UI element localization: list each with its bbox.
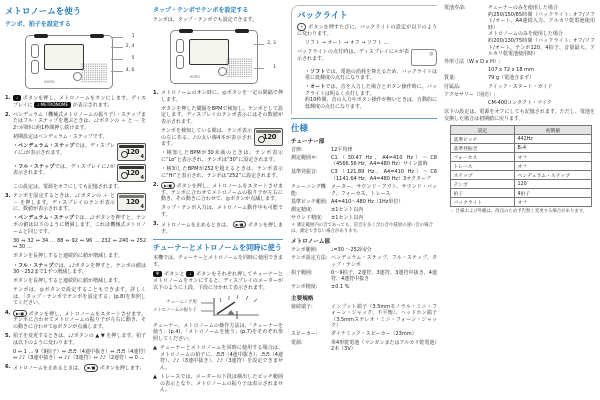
device-brand-label: KORG bbox=[190, 75, 201, 80]
spec-label: チューニング機能: bbox=[291, 184, 326, 197]
bullet-head: ・ペンデュラム・ステップ bbox=[13, 215, 75, 222]
spec-label: テンポ範囲: bbox=[291, 246, 318, 253]
step-3 bbox=[5, 193, 146, 213]
spec-head-metronome: メトロノーム部 bbox=[291, 239, 330, 246]
spec-row bbox=[291, 184, 437, 197]
default-settings-table bbox=[450, 125, 592, 207]
table-cell: オフ bbox=[515, 162, 592, 171]
spec-row-option-value bbox=[444, 100, 595, 107]
table-header-default: 初期値 bbox=[515, 126, 592, 135]
spec-label: テンポ精度: bbox=[291, 284, 318, 291]
device-screen bbox=[44, 44, 84, 70]
step-text: メトロノームを止めるときは、 bbox=[161, 222, 231, 229]
spec-label: 拍子範囲: bbox=[291, 269, 313, 276]
play-stop-button-icon: ▶/■ bbox=[233, 221, 247, 229]
step-1 bbox=[5, 95, 146, 109]
meter-diagram bbox=[153, 294, 283, 320]
dual-intro: 本機では、チューナーとメトロノームを同時に使用できます。 bbox=[153, 255, 283, 268]
bullet-head: ・フル・ステップ bbox=[13, 262, 54, 269]
spec-value: ペンデュラム・ステップ、フル・ステップ、タップ・テンポ bbox=[331, 255, 437, 268]
spec-row bbox=[291, 255, 437, 268]
lcd-display-tempo bbox=[117, 193, 146, 211]
table-cell: 120 bbox=[515, 180, 592, 189]
metronome-button-icon: ♩ bbox=[186, 271, 194, 277]
step-text: メトロノームを止めるときは、 bbox=[13, 365, 83, 372]
column-metronome bbox=[5, 5, 146, 375]
device-side-button-1 bbox=[176, 39, 184, 53]
spec-row bbox=[291, 207, 437, 214]
section-title-dual-use: チューナーとメトロノームを同時に使う bbox=[153, 243, 282, 253]
spec-row bbox=[291, 247, 437, 254]
section-divider bbox=[153, 239, 283, 240]
bullet-head: ・ペンデュラム・ステップ bbox=[13, 143, 75, 150]
callout-4-6: 4, 6 bbox=[125, 68, 135, 73]
sun-icon: ☼ bbox=[428, 51, 434, 59]
spec-value: A4=410～480 Hz（1Hz単位） bbox=[331, 198, 404, 205]
spec-row-dimensions-value bbox=[444, 67, 595, 74]
table-cell: 442Hz bbox=[515, 135, 592, 144]
backlight-text: ボタンを押すたびに、バックライトの設定が以下のように変わります。 bbox=[297, 24, 437, 37]
section-title-specs: 仕様 bbox=[291, 124, 309, 135]
bullet-text: では、ディスプレイに♪が表示されます。 bbox=[13, 163, 116, 177]
bullet-text: では、電池の消耗を抑えるため、バックライトは常に低輝度の点灯になります。 bbox=[305, 68, 437, 82]
table-cell: 基準ピッチ bbox=[451, 135, 515, 144]
spec-row bbox=[291, 340, 437, 353]
dual-reference: チューナー、メトロノームの操作方法は、「チューナーを使う」(p.4)、「メトロノームを使う」(p.7)をそれぞれ参照してください。 bbox=[153, 322, 283, 343]
meter-label-tuning: チューニング用 bbox=[166, 299, 197, 305]
spec-label: 基準ピッチ範囲: bbox=[291, 198, 328, 205]
spec-label: 付属品: bbox=[444, 83, 461, 90]
bullet-pendulum-step bbox=[5, 143, 146, 161]
spec-value: ±0.1 % bbox=[331, 284, 350, 291]
section-title-metronome: メトロノームを使う bbox=[5, 7, 82, 17]
device-side-button-1 bbox=[31, 44, 39, 58]
spec-label: テンポ設定方法: bbox=[291, 255, 328, 262]
step-note: 初期設定はペンデュラム・ステップです。 bbox=[13, 133, 108, 140]
play-stop-button-icon: ▶/■ bbox=[161, 182, 175, 190]
lcd-beat-value: 4 bbox=[140, 154, 144, 161]
spec-value: ダイナミック・スピーカー（23mm） bbox=[331, 331, 417, 338]
column-tap-tempo bbox=[153, 5, 283, 396]
beat-sequence: 0 ⇔ 1 … 9（9拍子）⇔ ♬♬（4連中抜き）⇔ ♬♬（4連符）⇔ ♪♪（3連中抜き）⇔ ♪♪（3連符）⇔ ♪♪（2連符）⇔ 0 … bbox=[13, 348, 146, 362]
step-6 bbox=[5, 364, 146, 372]
spec-row bbox=[291, 270, 437, 283]
spec-row bbox=[291, 215, 437, 222]
backlight-section bbox=[291, 5, 437, 114]
step-note: タップ・テンポ入力は、メトロノーム動作中も可能です。 bbox=[161, 205, 283, 218]
spec-label: 測定精度: bbox=[291, 206, 313, 213]
device-side-button-2 bbox=[31, 60, 39, 74]
lcd-tempo-value: 120 bbox=[125, 168, 139, 177]
spec-value: CM-400コンタクト・マイク bbox=[488, 99, 552, 106]
spec-label-spacer bbox=[444, 67, 488, 74]
note-icon: ▲ bbox=[153, 345, 157, 352]
device-speaker bbox=[81, 63, 107, 83]
spec-label: 測定範囲＊: bbox=[291, 154, 318, 161]
memory-note: この設定は、電源をオフにしても記憶されます。 bbox=[13, 184, 123, 191]
device-top-button-right bbox=[235, 29, 249, 33]
lcd-beat-value: 4 bbox=[140, 204, 144, 211]
table-header-row bbox=[451, 126, 592, 135]
spec-label: スピーカー: bbox=[291, 331, 318, 338]
step-text: ボタンを押します。 bbox=[161, 222, 284, 235]
lcd-pendulum-icon bbox=[121, 172, 128, 179]
table-row bbox=[451, 198, 592, 207]
callout-line bbox=[111, 71, 123, 72]
table-row bbox=[451, 171, 592, 180]
subsection-title-tempo-beat: テンポ、拍子を設定する bbox=[5, 21, 71, 28]
step-text: テンポを検知している間は、テンポ表示の左にある、♪の太い線4本が表示されます。 bbox=[161, 128, 252, 148]
tap-step-1 bbox=[153, 90, 283, 148]
step-number: 2. bbox=[5, 111, 11, 118]
table-cell: 基準発振音 bbox=[451, 144, 515, 153]
spec-value: メーター、サウンド・アウト、サウンド・バック、フォーカス、トレース bbox=[331, 184, 437, 197]
step-text: ボタンを押します。 bbox=[99, 365, 145, 372]
spec-label: アクセサリー（別売）: bbox=[444, 91, 496, 98]
table-header-setting: 設定 bbox=[451, 126, 515, 135]
device-screen bbox=[189, 39, 229, 65]
step-number: 1. bbox=[153, 90, 159, 97]
device-top-button-left bbox=[34, 34, 48, 38]
spec-label: 接続端子: bbox=[291, 303, 313, 310]
note-2 bbox=[153, 374, 283, 394]
table-footnote: ・ 仕様および外観は、改良のため予告無く変更する場合があります。 bbox=[450, 209, 588, 214]
section-title-backlight: バックライト bbox=[297, 11, 348, 21]
spec-value: 単4形乾電池（マンガンまたはアルカリ乾電池）2本（3V） bbox=[331, 339, 437, 353]
lcd-tempo-value: 120 bbox=[262, 133, 276, 142]
bullet-full-step bbox=[5, 164, 146, 182]
step-number: 1. bbox=[5, 95, 11, 101]
step-text: 拍子を変更するときは、♩♪ボタンの ▲ ▼ を押します。拍子は以下のように変わります。 bbox=[13, 333, 146, 346]
step-text: ボタンを押した間隔をBPMで検知し、テンポとして設定します。ディスプレイのテンポ表示にはその数値が表示されます。 bbox=[161, 105, 283, 125]
play-stop-button-icon: ▶/■ bbox=[84, 364, 98, 372]
spec-row-battery bbox=[444, 5, 595, 58]
note-text: チューナーとメトロノームを同時に使用する場合は、メトロノームの拍子に、♬♬（4連中抜き）、♬♬（4連符）、♪♪（3連中抜き）、♪♪（3連符）を設定できません。 bbox=[160, 345, 283, 371]
device-top-button-left bbox=[179, 29, 193, 33]
bullet-text: では、音を入力した場合とボタン操作時に、バックライトは明るく点灯します。 bbox=[305, 84, 437, 97]
table-cell: ステップ bbox=[451, 171, 515, 180]
callout-1: 1 bbox=[273, 65, 276, 71]
spec-head-general: 主要規格 bbox=[291, 296, 314, 303]
step-5 bbox=[5, 333, 146, 346]
tempo-sequence: 30 ⇔ 32 ⇔ 34 … 88 ⇔ 92 ⇔ 96 … 232 ⇔ 240 ⇔ 252 ⇔ 30 … bbox=[13, 237, 146, 251]
step-text: テンポを設定するときは、♩♪ボタンの ＋ と － を押します。ディスプレイのテンポ表示に、数値が表示されます。 bbox=[13, 193, 115, 213]
hold-note: ボタンを長押しすると連続的に値が増減します。 bbox=[13, 253, 123, 260]
table-cell: 拍子 bbox=[451, 189, 515, 198]
note-icon: ▲ bbox=[153, 374, 157, 380]
step-number: 4. bbox=[5, 309, 11, 316]
spec-row bbox=[291, 304, 437, 330]
lcd-pendulum-icon bbox=[121, 151, 128, 158]
table-row bbox=[451, 189, 592, 198]
device-top-button-right bbox=[90, 34, 104, 38]
spec-row-option bbox=[444, 92, 595, 99]
metronome-indicator-badge: ♩ METRONOME bbox=[34, 102, 71, 108]
spec-value: 12平均律 bbox=[331, 146, 353, 153]
table-row bbox=[451, 153, 592, 162]
spec-row-dimensions bbox=[444, 59, 595, 66]
spec-value: C3（121.89 Hz、A4=410 Hz）～C6（1141.64 Hz、A4=480 Hz）3オクターブ bbox=[331, 169, 437, 182]
spec-label: 音律: bbox=[291, 146, 303, 153]
table-cell: 4拍子 bbox=[515, 189, 592, 198]
lcd-pendulum-icon bbox=[258, 136, 265, 143]
lcd-display-pendulum bbox=[117, 143, 146, 161]
table-cell: オフ bbox=[515, 198, 592, 207]
callout-1: 1 bbox=[131, 34, 135, 39]
spec-row bbox=[291, 169, 437, 182]
table-cell: オフ bbox=[515, 153, 592, 162]
spec-row bbox=[291, 155, 437, 168]
lcd-display-fullstep bbox=[117, 164, 146, 182]
callout-line bbox=[111, 47, 123, 48]
memory-settings-note: 以下の設定は、電源をオフにしても記憶されます。ただし、電池を交換した場合は初期値に戻ります。 bbox=[444, 109, 595, 122]
step-text: ボタンを押し、メトロノームをオンにします。ディスプレイに bbox=[13, 95, 146, 109]
spec-value: ±1セント以内 bbox=[331, 206, 364, 213]
device-speaker bbox=[226, 58, 252, 78]
backlight-illustration bbox=[411, 49, 437, 66]
bullet-text: では、ディスプレイに♩が表示されます。 bbox=[13, 143, 115, 156]
spec-value: 79 g（電池含まず） bbox=[488, 75, 535, 82]
dual-text: ボタンと bbox=[164, 271, 185, 278]
callout-2-3: 2, 3 bbox=[267, 41, 276, 47]
table-row bbox=[451, 180, 592, 189]
hold-note: ボタンを長押しすると連続的に値が増減します。 bbox=[13, 278, 123, 285]
column-backlight-specs bbox=[291, 5, 437, 354]
lcd-display-tap bbox=[254, 128, 283, 146]
device-brand-label: KORG bbox=[44, 80, 55, 84]
step-text: が表示されます。 bbox=[72, 102, 113, 109]
spec-row bbox=[291, 147, 437, 154]
spec-label: 基準発振音: bbox=[291, 169, 318, 176]
play-stop-button-icon: ▶/■ bbox=[13, 310, 27, 318]
device-side-button-2 bbox=[176, 55, 184, 69]
spec-row-weight bbox=[444, 75, 595, 82]
note-text: トレースでは、メーターの下段は検出したピッチ範囲の表示となり、メトロノームの振り子は表示されません。 bbox=[160, 374, 283, 394]
spec-row bbox=[291, 284, 437, 291]
bullet-text: では、♩♪ボタンを押すと、テンポの値は30～252まで1ずつ増減します。 bbox=[13, 262, 146, 276]
spec-head-tuner: チューナー部 bbox=[291, 139, 325, 146]
callout-line bbox=[254, 68, 264, 69]
lcd-tempo-value: 120 bbox=[125, 198, 139, 207]
device-illustration-metronome bbox=[17, 31, 135, 91]
step-4 bbox=[5, 310, 146, 331]
spec-label-spacer bbox=[444, 100, 488, 107]
table-row bbox=[451, 144, 592, 153]
bullet-text: では、♩♪ボタンを押すと、テンポの値は以下のように増減します。これは機械式メトロノームと同じです。 bbox=[13, 215, 147, 235]
callout-2-4: 2, 4 bbox=[125, 44, 135, 49]
backlight-text: バックライトの点灯時は、ディスプレイに☼が表示されます。 bbox=[297, 49, 409, 62]
meter-diagram-art bbox=[199, 294, 261, 320]
spec-label: サウンド精度: bbox=[291, 214, 323, 221]
spec-value: クイック・スタート・ガイド bbox=[488, 83, 553, 90]
callout-line bbox=[111, 59, 123, 60]
spec-row-accessory bbox=[444, 84, 595, 91]
callout-line bbox=[254, 44, 264, 45]
spec-label: 電池寿命: bbox=[444, 5, 466, 11]
spec-label: 電源: bbox=[291, 339, 303, 346]
spec-label: 外形寸法（W x D x H）: bbox=[444, 59, 501, 66]
backlight-cycle: ソフト → オート → オフ → ソフト … bbox=[305, 39, 389, 46]
tap-step-2 bbox=[153, 182, 283, 219]
table-row bbox=[451, 135, 592, 144]
table-cell: バックライト bbox=[451, 198, 515, 207]
table-cell: トレース bbox=[451, 162, 515, 171]
dual-text: ボタンをそれぞれ押してチューナーとメトロノームをオンにすると、ディスプレイのメーターが以下のように上段、下段に分かれて表示されます。 bbox=[153, 271, 284, 291]
bullet-bpm-high: ・検知したBPMが252を超えるときは、テンポ表示に“Hi”と表示され、テンポは“252”に設定されます。 bbox=[161, 166, 283, 179]
section-divider bbox=[291, 118, 437, 119]
spec-value: ♩=30 ～252回/分 bbox=[331, 246, 372, 253]
backlight-button-icon: ☼ bbox=[297, 23, 306, 31]
spec-label: 質量: bbox=[444, 75, 456, 82]
bullet-text: 約10秒間、音の入力やボタン操作が無いときは、自動的に低輝度の点灯になります。 bbox=[305, 97, 437, 110]
bullet-head: ・フル・ステップ bbox=[13, 163, 55, 170]
bullet-head: ・ソフト bbox=[305, 68, 326, 75]
metronome-button-icon: ♩ bbox=[13, 95, 21, 101]
spec-value: 107 x 72 x 18 mm bbox=[488, 67, 534, 74]
meter-label-pendulum: メトロノームの振り子 bbox=[153, 307, 197, 313]
battery-line: 約250/150/85時間（バックライト: オフ/ソフト/オート、A4連続入力、アルカリ乾電池使用時） bbox=[488, 11, 595, 31]
note-1 bbox=[153, 345, 283, 371]
spec-value: ±1セント以内 bbox=[331, 214, 364, 221]
bullet-head: ・オート bbox=[305, 84, 326, 91]
device-body bbox=[170, 30, 258, 84]
step-text: ボタンを押し、メトロノームをスタートさせます。テンポに合わせてメトロノームの振り子が左右に動き、その動きに合わせて、◎ボタンが点滅します。 bbox=[161, 182, 284, 203]
table-row bbox=[451, 162, 592, 171]
step-number: 6. bbox=[5, 364, 11, 371]
tap-step-3 bbox=[153, 221, 283, 235]
lcd-beat-value: 4 bbox=[140, 174, 144, 181]
device-illustration-tap bbox=[162, 26, 274, 86]
battery-line: メトロノームのみを使用した場合 bbox=[488, 31, 563, 38]
spec-value: インプット端子（3.5mmモノラル・ミニ・フォーン・ジャック、不平衡）、ヘッドホン端子（3.5mmステレオ・ミニ・フォーン・ジャック） bbox=[331, 303, 437, 330]
callout-5: 5 bbox=[131, 56, 135, 61]
callout-line bbox=[111, 37, 123, 38]
table-cell: フォーカス bbox=[451, 153, 515, 162]
lcd-tempo-value: 120 bbox=[125, 148, 139, 157]
subsection-title-tap-tempo: タップ・テンポでテンポを設定する bbox=[153, 7, 249, 14]
battery-line: 約200/130/75時間（バックライト: オフ/ソフト/オート、テンポ120、4拍子、音量最大、アルカリ乾電池使用時） bbox=[488, 37, 595, 58]
spec-value: C1（30.47 Hz、A4=410 Hz）～C8（4566.56 Hz、A4=480 Hz）サイン波時 bbox=[331, 154, 437, 168]
step-text: ペンデュラム（機械式メトロノームの振り子）・ステップまたはフル・ステップを選ぶときは、♩♪ボタンの ＋ と － を2つ同時に約1秒間押し続けます。 bbox=[13, 111, 146, 131]
table-cell: ペンデュラム・ステップ bbox=[515, 171, 592, 180]
spec-row bbox=[291, 199, 437, 206]
step-text: メトロノームのオン時に、◎ボタンを一定の間隔で押します。 bbox=[161, 90, 283, 103]
step-number: 5. bbox=[5, 333, 11, 340]
step-number: 3. bbox=[153, 220, 159, 227]
tuner-button-icon: Ψ bbox=[153, 271, 162, 277]
spec-footnote: ＊ 測定範囲内の音であっても、倍音を多く含む音や減衰の速い音の場合は、測定できない場合があります。 bbox=[291, 223, 433, 234]
step-number: 3. bbox=[5, 193, 11, 200]
table-cell: B♭4 bbox=[515, 144, 592, 153]
spec-value: 0～9拍子、2連符、3連符、3連符中抜き、4連符、4連符中抜き bbox=[331, 269, 437, 283]
table-cell: テンポ bbox=[451, 180, 515, 189]
column-specs-right bbox=[444, 5, 595, 217]
step-text: ボタンを押し、メトロノームをスタートさせます。テンポに合わせてメトロノームの振り子が左右に動き、その動きに合わせて◎ボタンが点滅します。 bbox=[13, 310, 147, 330]
bullet-bpm-low: ・検知したBPMが30未満のときは、テンポ表示に“Lo”と表示され、テンポは“30”に設定されます。 bbox=[161, 150, 283, 163]
battery-line: チューナーのみを使用した場合 bbox=[488, 5, 558, 11]
spec-row bbox=[291, 331, 437, 338]
step-number: 2. bbox=[153, 181, 159, 188]
intro-text: テンポは、タップ・テンポでも設定できます。 bbox=[153, 17, 258, 23]
device-body bbox=[25, 35, 113, 89]
step-2 bbox=[5, 112, 146, 141]
tap-tempo-reference: テンポは、◎ボタンで設定することもできます。詳しくは、「タップ・テンポでテンポを設定する」(p.8)を参照してください。 bbox=[13, 287, 146, 307]
